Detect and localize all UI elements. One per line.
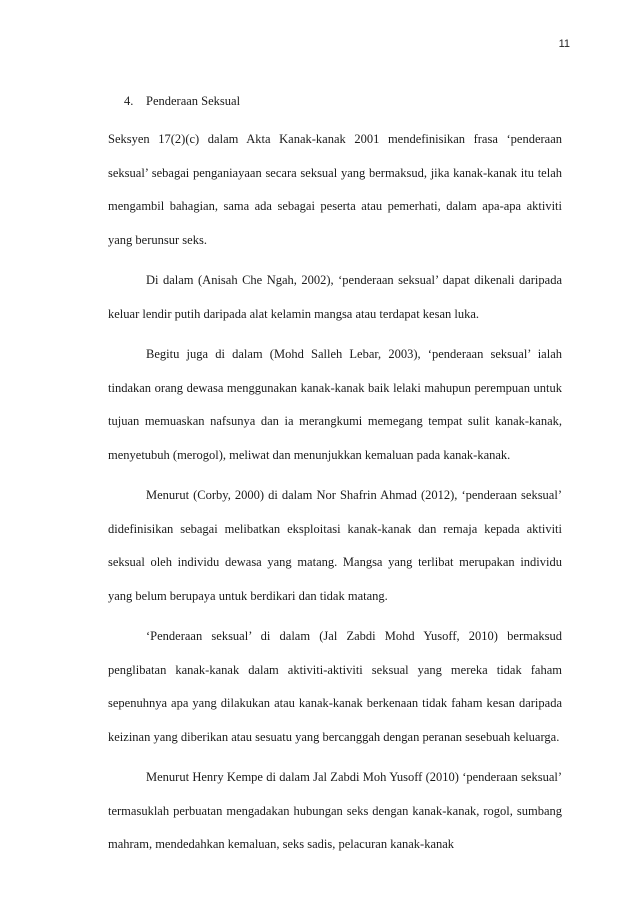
paragraph-jal-zabdi: ‘Penderaan seksual’ di dalam (Jal Zabdi Mohd Yusoff, 2010) bermaksud penglibatan kanak-kanak dalam aktiviti-aktiviti seksual yang mereka tidak faham sepenuhnya apa yang dilakukan atau kanak-kanak berkenaan tidak faham kesan daripada keizinan yang diberikan atau sesuatu yang bercanggah dengan peranan sesebuah keluarga. [108,629,562,744]
section-heading [124,92,240,110]
paragraph-mohd-salleh: Begitu juga di dalam (Mohd Salleh Lebar, 2003), ‘penderaan seksual’ ialah tindakan orang dewasa menggunakan kanak-kanak baik lelaki mahupun perempuan untuk tujuan memuaskan nafsunya dan ia merangkumi memegang tempat sulit kanak-kanak, menyetubuh (merogol), meliwat dan menunjukkan kemaluan pada kanak-kanak. [108,347,562,462]
body-text [108,123,562,869]
paragraph-corby: Menurut (Corby, 2000) di dalam Nor Shafrin Ahmad (2012), ‘penderaan seksual’ didefinisikan sebagai melibatkan eksploitasi kanak-kanak dan remaja kepada aktiviti seksual oleh individu dewasa yang matang. Mangsa yang terlibat merupakan individu yang belum berupaya untuk berdikari dan tidak matang. [108,488,562,603]
section-number: 4. [124,94,134,108]
paragraph-akta-definition: Seksyen 17(2)(c) dalam Akta Kanak-kanak 2001 mendefinisikan frasa ‘penderaan seksual’ sebagai penganiayaan secara seksual yang bermaksud, jika kanak-kanak itu telah mengambil bahagian, sama ada sebagai peserta atau pemerhati, dalam apa-apa aktiviti yang berunsur seks. [108,132,562,247]
paragraph-anisah: Di dalam (Anisah Che Ngah, 2002), ‘penderaan seksual’ dapat dikenali daripada keluar lendir putih daripada alat kelamin mangsa atau terdapat kesan luka. [108,273,562,321]
section-title: Penderaan Seksual [146,94,241,108]
page-number: 11 [558,38,570,50]
paragraph-henry-kempe: Menurut Henry Kempe di dalam Jal Zabdi Moh Yusoff (2010) ‘penderaan seksual’ termasuklah perbuatan mengadakan hubungan seks dengan kanak-kanak, rogol, sumbang mahram, mendedahkan kemaluan, seks sadis, pelacuran kanak-kanak [108,770,562,851]
